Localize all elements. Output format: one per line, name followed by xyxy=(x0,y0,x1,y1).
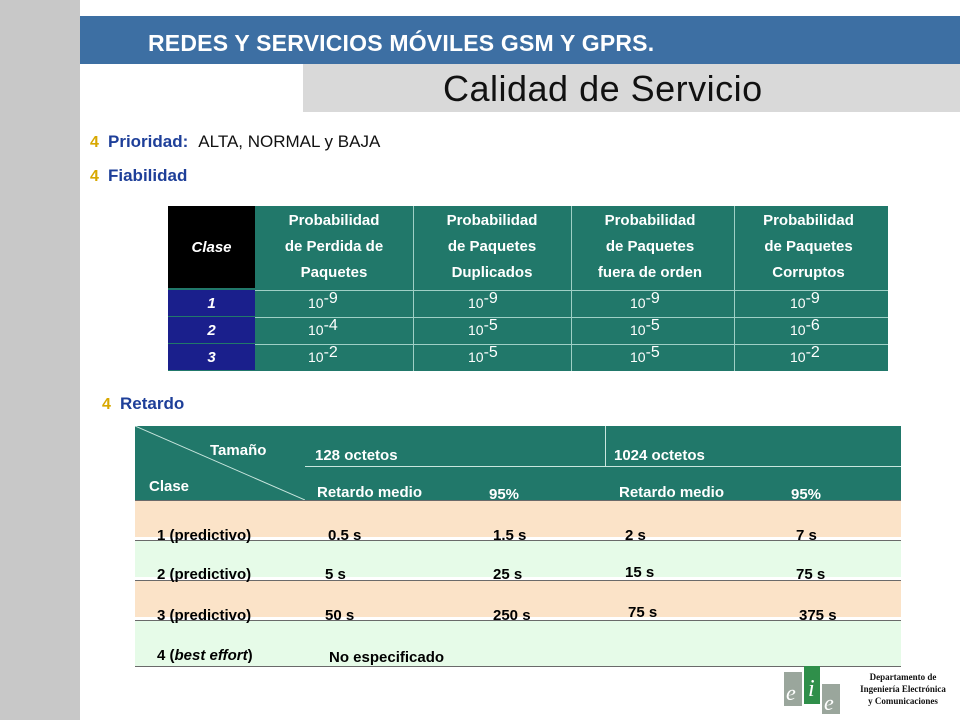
fiabilidad-row-clase: 2 xyxy=(168,317,255,343)
fiabilidad-cell: 10 -9 xyxy=(790,290,820,311)
clase-header: Clase xyxy=(149,478,190,495)
dept-line: Departamento de xyxy=(869,672,937,682)
prioridad-label: Prioridad: xyxy=(108,132,189,151)
retardo-cell: 50 s xyxy=(325,607,355,624)
tamano-header: Tamaño xyxy=(210,442,267,459)
fiabilidad-row-clase: 1 xyxy=(168,290,255,316)
retardo-table xyxy=(135,426,901,666)
retardo-medio-128-header: Retardo medio xyxy=(317,484,423,501)
retardo-cell: 1.5 s xyxy=(493,527,527,544)
bullet-prioridad xyxy=(90,132,380,152)
slide-main-title: REDES Y SERVICIOS MÓVILES GSM Y GPRS. xyxy=(148,30,655,56)
fiabilidad-cell: 10 -5 xyxy=(468,317,498,338)
fiabilidad-cell: 10 -9 xyxy=(468,290,498,311)
fiabilidad-column-header: Probabilidad de Perdida de Paquetes xyxy=(284,212,384,281)
retardo-label: Retardo xyxy=(120,394,185,413)
fiabilidad-cell: 10 -9 xyxy=(308,290,338,311)
fiabilidad-cell: 10 -2 xyxy=(308,344,338,365)
fiabilidad-column-header: Probabilidad de Paquetes Duplicados xyxy=(446,212,538,281)
retardo-row-clase: 1 (predictivo) xyxy=(157,527,252,544)
fiabilidad-cell: 10 -5 xyxy=(468,344,498,365)
prioridad-value: ALTA, NORMAL y BAJA xyxy=(198,132,381,151)
retardo-cell: 0.5 s xyxy=(328,527,362,544)
bullet-marker-icon: 4 xyxy=(90,134,99,151)
retardo-cell: 75 s xyxy=(628,604,658,621)
eie-logo xyxy=(782,664,842,716)
fiabilidad-cell: 10 -5 xyxy=(630,317,660,338)
fiabilidad-clase-header: Clase xyxy=(168,206,255,288)
retardo-cell: 250 s xyxy=(493,607,531,624)
table-divider xyxy=(413,206,414,371)
retardo-row-clase: 4 (best effort) xyxy=(157,647,253,664)
retardo-row-clase: 2 (predictivo) xyxy=(157,566,252,583)
retardo-row-clase: 3 (predictivo) xyxy=(157,607,252,624)
dept-line: Ingeniería Electrónica xyxy=(860,684,946,694)
size-1024-header: 1024 octetos xyxy=(614,447,705,464)
dept-line: y Comunicaciones xyxy=(868,696,938,706)
header-bar xyxy=(80,16,960,64)
table-divider xyxy=(305,466,901,467)
subtitle-bar xyxy=(303,64,960,112)
retardo-cell: 375 s xyxy=(799,607,837,624)
left-side-strip xyxy=(0,0,80,720)
logo-letter-e: e xyxy=(786,680,796,705)
retardo-cell: 2 s xyxy=(625,527,646,544)
fiabilidad-cell: 10 -6 xyxy=(790,317,820,338)
bullet-fiabilidad xyxy=(90,166,187,186)
retardo-cell: 75 s xyxy=(796,566,826,583)
retardo-cell: 15 s xyxy=(625,564,655,581)
size-128-header: 128 octetos xyxy=(315,447,398,464)
no-especificado-cell: No especificado xyxy=(329,649,445,666)
table-divider xyxy=(571,206,572,371)
bullet-marker-icon: 4 xyxy=(90,168,99,185)
table-divider xyxy=(605,426,606,466)
retardo-medio-1024-header: Retardo medio xyxy=(619,484,725,501)
department-caption xyxy=(846,671,960,707)
fiabilidad-table xyxy=(168,206,888,371)
fiabilidad-column-header: Probabilidad de Paquetes fuera de orden xyxy=(597,212,703,281)
retardo-cell: 25 s xyxy=(493,566,523,583)
fiabilidad-label: Fiabilidad xyxy=(108,166,188,185)
bullet-marker-icon: 4 xyxy=(102,396,111,413)
p95-128-header: 95% xyxy=(489,486,520,503)
retardo-cell: 7 s xyxy=(796,527,817,544)
fiabilidad-cell: 10 -4 xyxy=(308,317,338,338)
retardo-cell: 5 s xyxy=(325,566,346,583)
p95-1024-header: 95% xyxy=(791,486,822,503)
slide-subtitle: Calidad de Servicio xyxy=(443,68,763,109)
fiabilidad-row-clase: 3 xyxy=(168,344,255,370)
fiabilidad-column-header: Probabilidad de Paquetes Corruptos xyxy=(763,212,854,281)
bullet-retardo xyxy=(102,394,184,414)
fiabilidad-cell: 10 -5 xyxy=(630,344,660,365)
table-divider xyxy=(734,206,735,371)
logo-letter-e: e xyxy=(824,690,834,715)
logo-letter-i: i xyxy=(808,676,815,702)
fiabilidad-cell: 10 -2 xyxy=(790,344,820,365)
fiabilidad-cell: 10 -9 xyxy=(630,290,660,311)
